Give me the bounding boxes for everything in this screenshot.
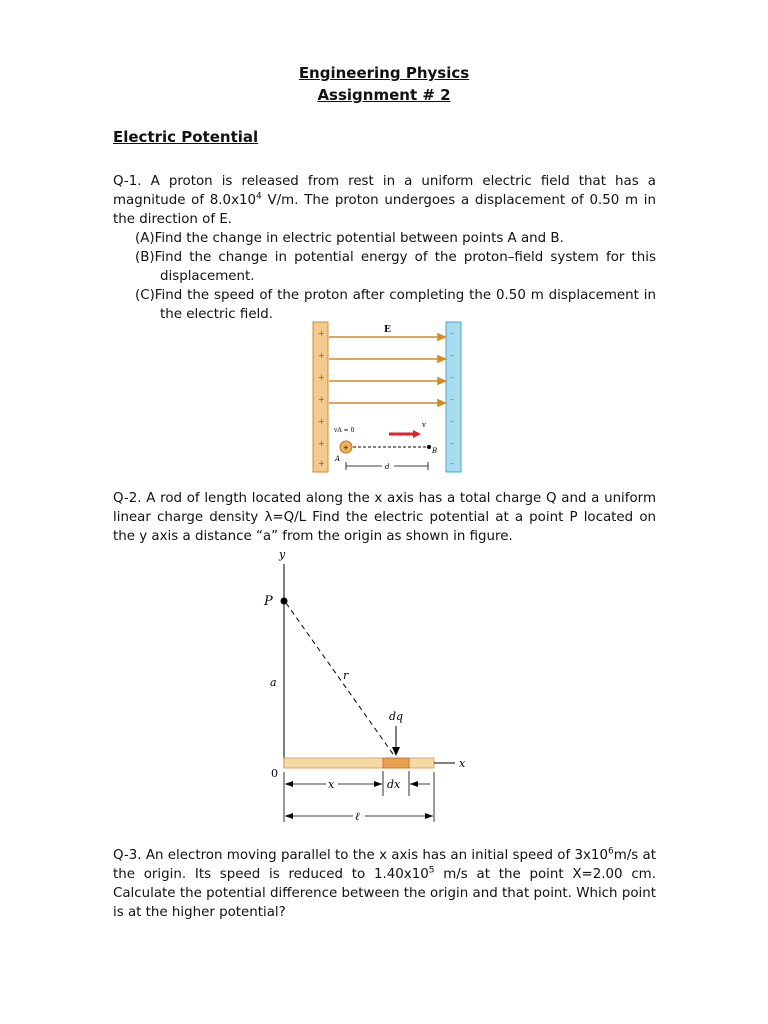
velocity-label: v [422,421,426,429]
field-arrowhead [438,378,445,384]
initial-velocity-label: vA = 0 [334,427,355,434]
distance-r-line [286,603,393,754]
proton-sign: + [343,444,349,452]
figure-proton-field [310,320,470,476]
length-arrow-left [285,813,293,819]
plus-sign: + [318,395,325,404]
origin-label: 0 [271,767,278,780]
course-title: Engineering Physics [298,64,470,82]
plus-sign: + [318,373,325,382]
velocity-arrowhead [413,430,421,438]
dx-label: dx [387,778,401,791]
plus-sign: + [318,439,325,448]
y-axis-label: y [279,548,286,561]
charged-rod [284,758,434,768]
field-arrowhead [438,334,445,340]
question-1-part-b: (B)Find the change in potential energy of the proton–field system for this displacement. [135,250,656,284]
dx-arrow-right [410,781,418,787]
minus-sign: – [450,439,454,448]
minus-sign: – [450,373,454,382]
question-3-text: Q-3. An electron moving parallel to the x axis has an initial speed of $3x10^6m/s$ at the origin. Its speed is reduced to $1.40x10^5$ m/s at the point X=2.00 cm. Calculate the potential difference between the origin and that point. Which point is at the higher potential? [113,846,657,920]
minus-sign: – [450,329,454,338]
x-axis-label: x [459,757,466,770]
plus-sign: + [318,351,325,360]
question-1 [113,172,656,324]
distance-a-label: a [270,676,277,689]
distance-r-label: r [343,669,349,682]
question-1-text: Q-1. A proton is released from rest in a uniform electric field that has a magnitude of $8.0x10^4$ V/m. The proton undergoes a displacement of 0.50 m in the direction of E. [113,174,656,227]
dq-pointer-head [392,747,400,756]
field-arrowhead [438,356,445,362]
minus-sign: – [450,459,454,468]
plus-sign: + [318,417,325,426]
figure-charged-rod [255,546,480,830]
minus-sign: – [450,351,454,360]
question-1-part-a: (A)Find the change in electric potential between points A and B. [135,231,564,246]
x-dimension-arrow-left [285,781,293,787]
plus-sign: + [318,329,325,338]
question-2-text: Q-2. A rod of length located along the x axis has a total charge Q and a uniform linear charge density λ=Q/L Find the electric potential at a point P located on the y axis a distance “a” from the origin as shown in figure. [113,491,656,544]
point-p-label: P [264,594,273,609]
minus-sign: – [450,417,454,426]
field-arrowhead [438,400,445,406]
rod-element-dx [383,758,409,768]
length-label: ℓ [355,810,360,823]
assignment-title: Assignment # 2 [317,86,451,104]
minus-sign: – [450,395,454,404]
x-dimension-arrow-right [374,781,382,787]
x-distance-label: x [328,778,335,791]
point-b-label: B [432,447,438,455]
point-b-marker [427,445,431,449]
section-title: Electric Potential [113,128,259,146]
dq-label: dq [389,710,404,723]
length-arrow-right [425,813,433,819]
field-label: E [384,325,391,335]
point-a-label: A [335,455,341,463]
question-1-part-c: (C)Find the speed of the proton after completing the 0.50 m displacement in the electric field. [135,288,656,322]
plus-sign: + [318,459,325,468]
d-label: d [385,463,390,471]
